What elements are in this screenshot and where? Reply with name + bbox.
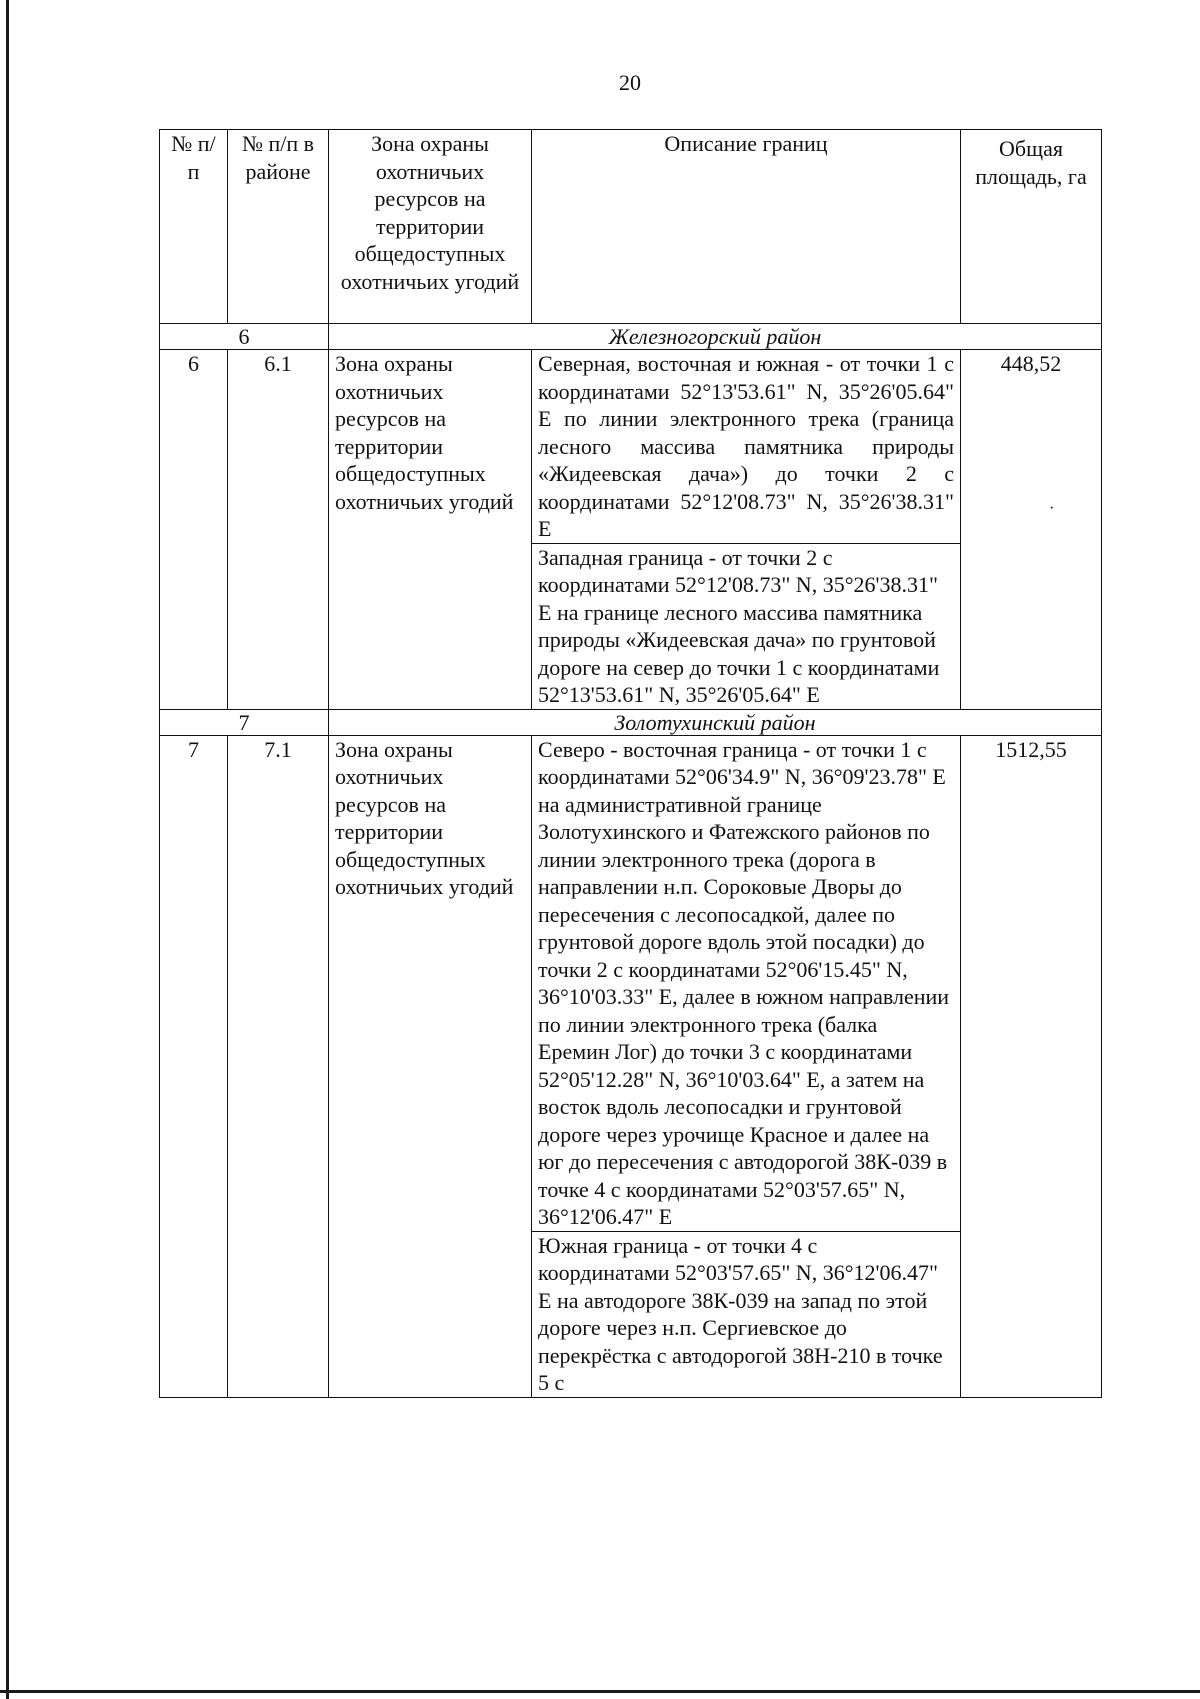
header-description: Описание границ [532,130,961,324]
row-number: 7 [160,735,228,1397]
row-number: 6 [160,350,228,710]
header-num-in-district: № п/п в районе [228,130,329,324]
boundary-description: Северо - восточная граница - от точки 1 с координатами 52°06'34.9" N, 36°09'23.78" E на административной границе Золотухинского и Фатежского районов по линии электронного трека (дорога в направлении н.п. Сороковые Дворы до пересечения с лесопосадкой, далее по грунтовой дороге вдоль этой посадки) до точки 2 с координатами 52°06'15.45" N, 36°10'03.33" E, далее в южном направлении по линии электронного трека (балка Еремин Лог) до точки 3 с координатами 52°05'12.28" N, 36°10'03.64" E, а затем на восток вдоль лесопосадки и грунтовой дороге через урочище Красное и далее на юг до пересечения с автодорогой 38К-039 в точке 4 с координатами 52°03'57.65" N, 36°12'06.47" E [532,735,961,1231]
table-row [160,735,1102,1231]
scan-speck: · [1049,500,1055,517]
district-name: Золотухинский район [329,709,1102,735]
header-zone: Зона охраны охотничьих ресурсов на территории общедоступных охотничьих угодий [329,130,532,324]
boundary-description: Южная граница - от точки 4 с координатами 52°03'57.65" N, 36°12'06.47" E на автодороге 38К-039 на запад по этой дороге через н.п. Сергиевское до перекрёстка с автодорогой 38Н-210 в точке 5 с [532,1231,961,1397]
row-number-in-district: 6.1 [228,350,329,710]
scan-edge-bottom [0,1690,1200,1693]
row-number-in-district: 7.1 [228,735,329,1397]
boundary-description: Западная граница - от точки 2 с координатами 52°12'08.73" N, 35°26'38.31" E на границе лесного массива памятника природы «Жидеевская дача» по грунтовой дороге на север до точки 1 с координатами 52°13'53.61" N, 35°26'05.64" E [532,543,961,709]
district-number: 6 [160,324,329,350]
header-area: Общая площадь, га [961,130,1102,324]
boundary-description: Северная, восточная и южная - от точки 1 с координатами 52°13'53.61" N, 35°26'05.64" E по линии электронного трека (граница лесного массива памятника природы «Жидеевская дача») до точки 2 с координатами 52°12'08.73" N, 35°26'38.31" E [532,350,961,544]
zone-name: Зона охраны охотничьих ресурсов на территории общедоступных охотничьих угодий [329,350,532,710]
district-number: 7 [160,709,329,735]
header-num: № п/п [160,130,228,324]
table-header-row [160,130,1102,324]
total-area: 1512,55 [961,735,1102,1397]
district-row [160,709,1102,735]
boundaries-table [159,129,1102,1398]
district-name: Железногорский район [329,324,1102,350]
zone-name: Зона охраны охотничьих ресурсов на территории общедоступных охотничьих угодий [329,735,532,1397]
page-number: 20 [619,70,641,95]
total-area [961,350,1102,710]
table-row [160,350,1102,544]
total-area-value: 448,52 [1000,351,1062,376]
scan-edge-left [6,0,9,1699]
district-row [160,324,1102,350]
